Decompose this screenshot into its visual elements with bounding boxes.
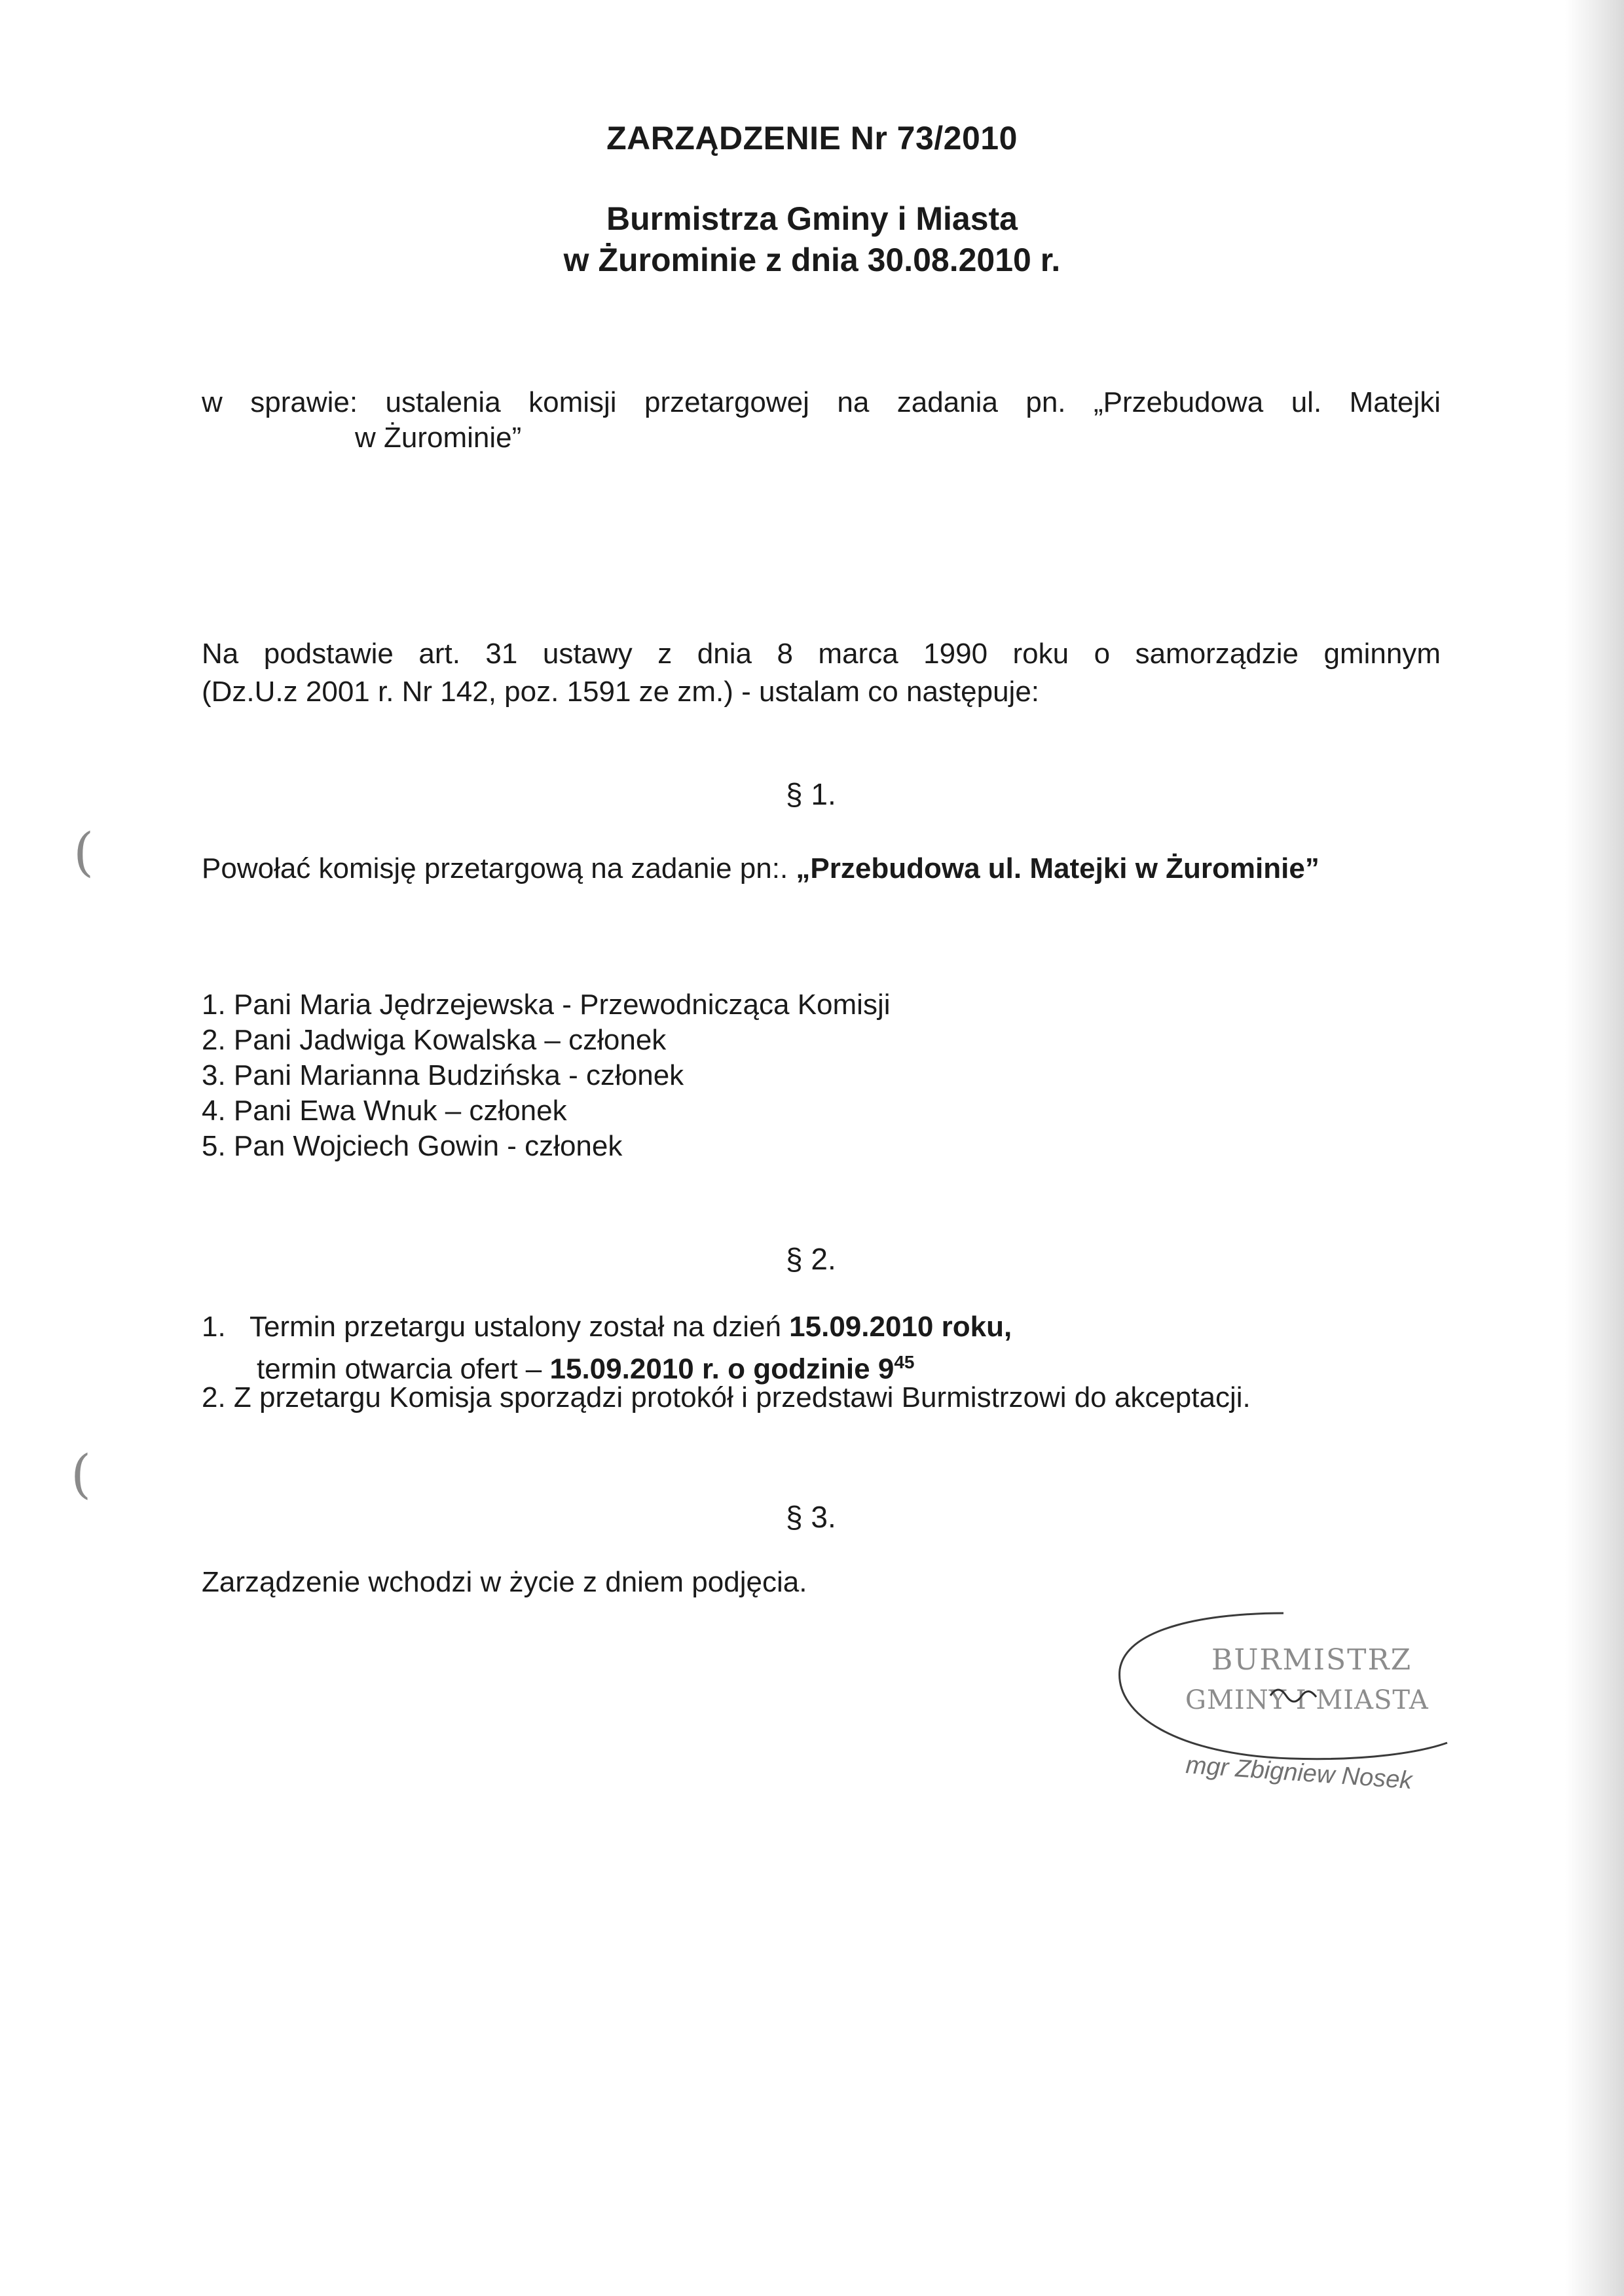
stamp-title-line-2: GMINY I MIASTA bbox=[1185, 1685, 1429, 1715]
offer-opening-date: 15.09.2010 r. o godzinie 9 bbox=[549, 1353, 895, 1385]
tender-date: 15.09.2010 roku, bbox=[789, 1311, 1012, 1343]
offer-opening-prefix: termin otwarcia ofert – bbox=[257, 1353, 542, 1385]
section-2-item-1-line-1 bbox=[202, 1309, 1012, 1345]
committee-member: 1. Pani Maria Jędrzejewska - Przewodnicząca Komisji bbox=[202, 989, 891, 1021]
legal-basis-line-2: (Dz.U.z 2001 r. Nr 142, poz. 1591 ze zm.) - ustalam co następuje: bbox=[202, 676, 1040, 708]
section-3-text: Zarządzenie wchodzi w życie z dniem podjęcia. bbox=[202, 1566, 807, 1598]
committee-member: 4. Pani Ewa Wnuk – członek bbox=[202, 1095, 567, 1127]
committee-member: 3. Pani Marianna Budzińska - członek bbox=[202, 1059, 684, 1091]
section-1-task-title: „Przebudowa ul. Matejki w Żurominie” bbox=[796, 852, 1320, 884]
signatory-name: mgr Zbigniew Nosek bbox=[1185, 1751, 1413, 1794]
stamp-graphic bbox=[1107, 1597, 1473, 1794]
section-2-item-1-prefix: Termin przetargu ustalony został na dzień bbox=[249, 1311, 781, 1343]
committee-member: 2. Pani Jadwiga Kowalska – członek bbox=[202, 1024, 667, 1056]
margin-mark-lower: ( bbox=[71, 1444, 92, 1504]
committee-member: 5. Pan Wojciech Gowin - członek bbox=[202, 1130, 623, 1162]
document-title: ZARZĄDZENIE Nr 73/2010 bbox=[606, 120, 1018, 156]
legal-basis-line-1: Na podstawie art. 31 ustawy z dnia 8 marca 1990 roku o samorządzie gminnym bbox=[202, 638, 1441, 670]
section-2-item-1-number: 1. bbox=[202, 1311, 226, 1343]
section-3-mark: § 3. bbox=[786, 1500, 836, 1534]
section-1-intro bbox=[202, 851, 1320, 886]
scan-edge-shadow bbox=[1565, 0, 1624, 2296]
stamp-title-line-1: BURMISTRZ bbox=[1211, 1643, 1412, 1677]
committee-members-list bbox=[202, 987, 891, 1164]
section-2-mark: § 2. bbox=[786, 1242, 836, 1276]
issuer-line-2: w Żurominie z dnia 30.08.2010 r. bbox=[563, 242, 1061, 278]
issuer-line-1: Burmistrza Gminy i Miasta bbox=[606, 200, 1018, 237]
mayor-stamp-signature bbox=[1107, 1597, 1473, 1794]
margin-mark-upper: ( bbox=[73, 822, 94, 883]
subject-line-1: w sprawie: ustalenia komisji przetargowej na zadania pn. „Przebudowa ul. Matejki bbox=[202, 386, 1441, 418]
section-2-item-2: 2. Z przetargu Komisja sporządzi protokół i przedstawi Burmistrzowi do akceptacji. bbox=[202, 1381, 1251, 1413]
offer-opening-minutes: 45 bbox=[894, 1352, 915, 1372]
subject-line-2: w Żurominie” bbox=[355, 422, 522, 454]
section-1-mark: § 1. bbox=[786, 777, 836, 811]
section-1-intro-prefix: Powołać komisję przetargową na zadanie pn:. bbox=[202, 852, 788, 884]
